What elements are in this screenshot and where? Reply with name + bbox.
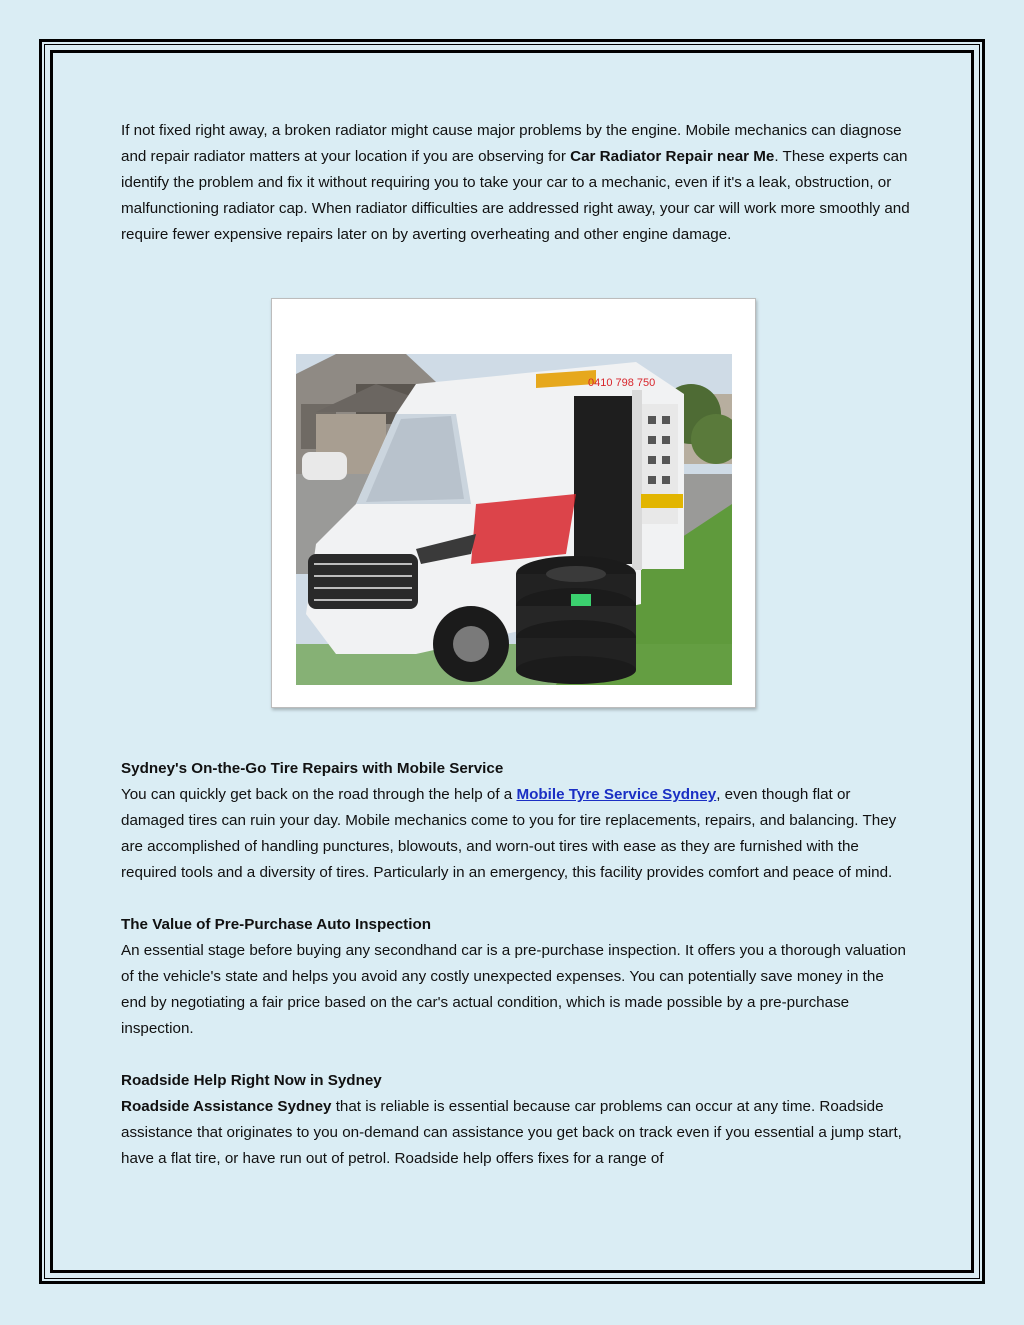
van-photo-frame xyxy=(271,298,756,708)
van-phone-text: 0410 798 750 xyxy=(588,377,656,389)
article-sections xyxy=(121,756,911,1172)
mobile-tyre-service-link[interactable]: Mobile Tyre Service Sydney xyxy=(516,786,717,803)
section-heading-pre-purchase: The Value of Pre-Purchase Auto Inspection xyxy=(121,916,432,933)
section-body-roadside: Roadside Assistance Sydney that is reliable is essential because car problems can occur at any time. Roadside assistance that originates to you on-demand can assistance you get back on track even if you essential a jump start, have a flat tire, or have run out of petrol. Roadside help offers fixes for a range of xyxy=(121,1098,902,1167)
section-spacer xyxy=(121,1042,911,1068)
section-heading-tire-repairs: Sydney's On-the-Go Tire Repairs with Mobile Service xyxy=(121,760,504,777)
mobile-van-photo xyxy=(296,354,732,685)
intro-paragraph: If not fixed right away, a broken radiator might cause major problems by the engine. Mobile mechanics can diagnose and repair radiator matters at your location if you are observing for Car Radiator Repair near Me. These experts can identify the problem and fix it without requiring you to take your car to a mechanic, even if it's a leak, obstruction, or malfunctioning radiator cap. When radiator difficulties are addressed right away, your car will work more smoothly and require fewer expensive repairs later on by averting overheating and other engine damage. xyxy=(121,122,910,243)
section-heading-roadside: Roadside Help Right Now in Sydney xyxy=(121,1072,382,1089)
intro-bold-keyword: Car Radiator Repair near Me xyxy=(570,148,775,165)
intro-paragraph-block xyxy=(121,118,911,248)
section-spacer xyxy=(121,886,911,912)
roadside-bold-keyword: Roadside Assistance Sydney xyxy=(121,1098,332,1115)
section-body-tire-repairs: You can quickly get back on the road through the help of a Mobile Tyre Service Sydney, even though flat or damaged tires can ruin your day. Mobile mechanics come to you for tire replacements, repairs, and balancing. They are accomplished of handling punctures, blowouts, and worn-out tires with ease as they are furnished with the required tools and a diversity of tires. Particularly in an emergency, this facility provides comfort and peace of mind. xyxy=(121,786,897,881)
section-body-pre-purchase: An essential stage before buying any secondhand car is a pre-purchase inspection. It offers you a thorough valuation of the vehicle's state and helps you avoid any costly unexpected expenses. You can potentially save money in the end by negotiating a fair price based on the car's actual condition, which is made possible by a pre-purchase inspection. xyxy=(121,942,906,1037)
